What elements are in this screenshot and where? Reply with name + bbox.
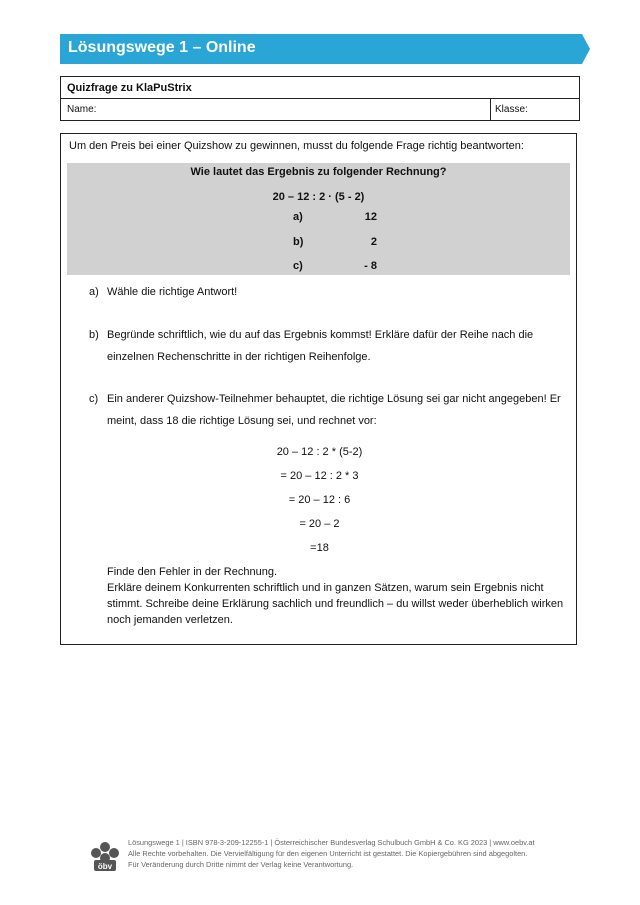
- calc-line: = 20 – 12 : 6: [288, 494, 351, 506]
- task-box: [60, 133, 577, 645]
- intro-text: Um den Preis bei einer Quizshow zu gewinnen, musst du folgende Frage richtig beantworten:: [69, 140, 524, 152]
- task-text-line1: Begründe schriftlich, wie du auf das Ergebnis kommst! Erkläre dafür der Reihe nach die: [107, 329, 534, 341]
- quiz-title: Quizfrage zu KlaPuStrix: [61, 77, 579, 99]
- task-letter: c): [89, 393, 99, 405]
- calc-line: = 20 – 2: [299, 518, 340, 530]
- footer-copyright: [128, 837, 598, 870]
- task-text-line1: Ein anderer Quizshow-Teilnehmer behauptet, die richtige Lösung sei gar nicht angegeben! Er: [107, 393, 561, 405]
- footer-line: Lösungswege 1 | ISBN 978-3-209-12255-1 | Österreichischer Bundesverlag Schulbuch GmbH & Co. KG 2023 | www.oebv.at: [128, 838, 535, 847]
- calc-line: 20 – 12 : 2 * (5-2): [276, 446, 363, 458]
- task-text-line2: meint, dass 18 die richtige Lösung sei, und rechnet vor:: [107, 415, 377, 427]
- task-letter: b): [89, 329, 99, 341]
- calc-line: = 20 – 12 : 2 * 3: [280, 470, 359, 482]
- closing-line1: Finde den Fehler in der Rechnung.: [107, 566, 277, 578]
- oebv-logo: [88, 836, 122, 872]
- klasse-field: Klasse:: [495, 104, 528, 115]
- closing-line2: Erkläre deinem Konkurrenten schriftlich und in ganzen Sätzen, warum sein Ergebnis nicht stimmt. Schreibe deine Erklärung sachlich und freundlich – du willst weder überheblich wirken noch jemanden verletzen.: [107, 582, 564, 626]
- question-panel: [67, 163, 570, 275]
- logo-text: öbv: [97, 862, 113, 871]
- banner-title: Lösungswege 1 – Online: [68, 39, 256, 56]
- calc-line: =18: [310, 542, 329, 554]
- question-title: Wie lautet das Ergebnis zu folgender Rechnung?: [190, 166, 447, 178]
- option-value: 2: [370, 236, 377, 248]
- worksheet-header: [60, 76, 580, 121]
- footer-line: Alle Rechte vorbehalten. Die Vervielfältigung für den eigenen Unterricht ist gestattet. Die Kopiergebühren sind abgegolten.: [128, 849, 528, 858]
- option-value: 12: [364, 211, 377, 223]
- option-label: c): [293, 260, 303, 272]
- task-letter: a): [89, 286, 99, 298]
- task-text-line2: einzelnen Rechenschritte in der richtigen Reihenfolge.: [107, 351, 371, 363]
- question-expression: 20 – 12 : 2 · (5 - 2): [272, 191, 365, 203]
- option-label: b): [293, 236, 304, 248]
- option-value: - 8: [364, 260, 377, 272]
- option-label: a): [293, 211, 303, 223]
- footer-line: Für Veränderung durch Dritte nimmt der Verlag keine Verantwortung.: [128, 860, 354, 869]
- task-text: Wähle die richtige Antwort!: [107, 286, 238, 298]
- name-field: Name:: [61, 99, 491, 120]
- page-banner: [60, 34, 590, 64]
